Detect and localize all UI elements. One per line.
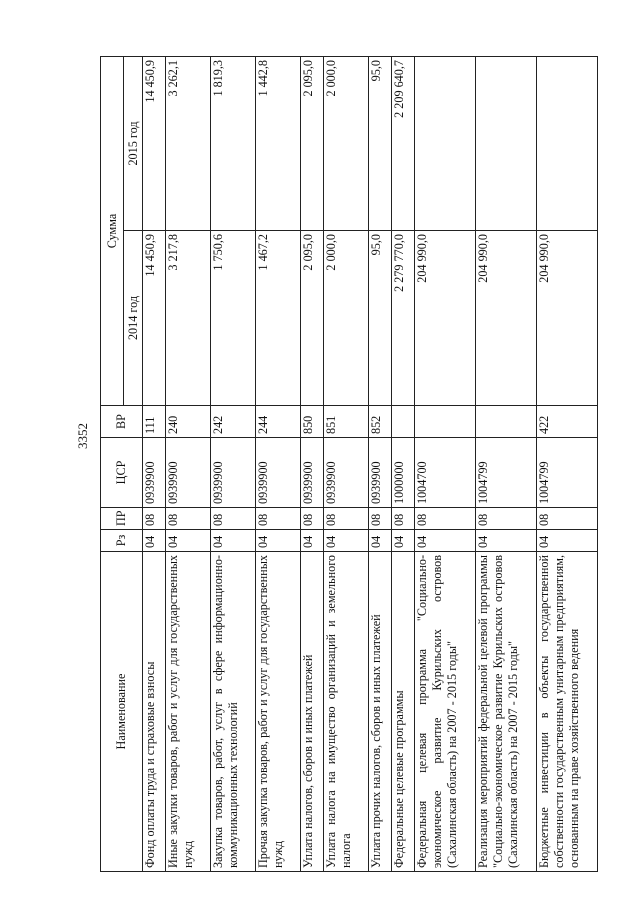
row-name: Уплата налога на имущество организаций и земельного налога — [324, 552, 369, 872]
row-sum-2015: 1 442,8 — [256, 56, 301, 230]
row-pr: 08 — [415, 508, 476, 530]
row-rz: 04 — [476, 530, 537, 552]
row-rz: 04 — [211, 530, 256, 552]
row-pr: 08 — [143, 508, 166, 530]
header-2015: 2015 год — [124, 56, 143, 230]
row-sum-2014: 2 279 770,0 — [392, 231, 415, 406]
row-csr: 1000000 — [392, 438, 415, 508]
row-sum-2014: 1 750,6 — [211, 231, 256, 406]
row-sum-2015: 2 000,0 — [324, 56, 369, 230]
row-pr: 08 — [369, 508, 392, 530]
row-vr: 850 — [301, 406, 324, 438]
row-sum-2015: 1 819,3 — [211, 56, 256, 230]
row-pr: 08 — [211, 508, 256, 530]
table-row — [392, 56, 415, 871]
row-pr: 08 — [166, 508, 211, 530]
table-row — [143, 56, 166, 871]
row-sum-2015 — [415, 56, 476, 230]
row-sum-2015: 3 262,1 — [166, 56, 211, 230]
row-vr: 240 — [166, 406, 211, 438]
row-sum-2015: 14 450,9 — [143, 56, 166, 230]
row-vr: 851 — [324, 406, 369, 438]
row-csr: 0939900 — [369, 438, 392, 508]
table-row — [415, 56, 476, 871]
row-name: Иные закупки товаров, работ и услуг для государственных нужд — [166, 552, 211, 872]
row-rz: 04 — [143, 530, 166, 552]
row-rz: 04 — [256, 530, 301, 552]
header-sum: Сумма — [101, 56, 124, 405]
row-name: Фонд оплаты труда и страховые взносы — [143, 552, 166, 872]
row-name: Уплата прочих налогов, сборов и иных платежей — [369, 552, 392, 872]
row-name: Федеральная целевая программа "Социально-экономическое развитие Курильских островов (Сахалинская область) на 2007 - 2015 годы" — [415, 552, 476, 872]
row-csr: 0939900 — [211, 438, 256, 508]
row-sum-2014: 2 000,0 — [324, 231, 369, 406]
row-sum-2015: 2 095,0 — [301, 56, 324, 230]
header-pr: ПР — [101, 508, 143, 530]
row-vr — [476, 406, 537, 438]
page-number: 3352 — [75, 423, 90, 449]
table-row — [369, 56, 392, 871]
row-rz: 04 — [301, 530, 324, 552]
row-pr: 08 — [324, 508, 369, 530]
row-csr: 0939900 — [324, 438, 369, 508]
row-pr: 08 — [301, 508, 324, 530]
row-rz: 04 — [369, 530, 392, 552]
header-row-top — [101, 56, 124, 871]
row-sum-2015: 2 209 640,7 — [392, 56, 415, 230]
row-sum-2015: 95,0 — [369, 56, 392, 230]
row-rz: 04 — [392, 530, 415, 552]
table-row — [256, 56, 301, 871]
row-name: Бюджетные инвестиции в объекты государственной собственности государственным унитарным предприятиям, основанным на праве хозяйственного ведения — [537, 552, 598, 872]
row-rz: 04 — [166, 530, 211, 552]
row-name: Уплата налогов, сборов и иных платежей — [301, 552, 324, 872]
row-sum-2014: 3 217,8 — [166, 231, 211, 406]
table-row — [211, 56, 256, 871]
row-sum-2015 — [537, 56, 598, 230]
row-csr: 1004799 — [476, 438, 537, 508]
row-sum-2014: 2 095,0 — [301, 231, 324, 406]
row-csr: 1004700 — [415, 438, 476, 508]
row-sum-2014: 204 990,0 — [537, 231, 598, 406]
row-rz: 04 — [415, 530, 476, 552]
table-row — [476, 56, 537, 871]
row-sum-2014: 14 450,9 — [143, 231, 166, 406]
row-vr: 422 — [537, 406, 598, 438]
row-pr: 08 — [537, 508, 598, 530]
row-name: Прочая закупка товаров, работ и услуг для государственных нужд — [256, 552, 301, 872]
header-2014: 2014 год — [124, 231, 143, 406]
row-pr: 08 — [476, 508, 537, 530]
row-sum-2015 — [476, 56, 537, 230]
row-csr: 0939900 — [166, 438, 211, 508]
table-row — [324, 56, 369, 871]
header-name: Наименование — [101, 552, 143, 872]
row-rz: 04 — [537, 530, 598, 552]
budget-table-sheet — [100, 57, 600, 872]
row-pr: 08 — [256, 508, 301, 530]
row-csr: 1004799 — [537, 438, 598, 508]
row-sum-2014: 204 990,0 — [415, 231, 476, 406]
table-row — [301, 56, 324, 871]
row-csr: 0939900 — [301, 438, 324, 508]
row-rz: 04 — [324, 530, 369, 552]
row-csr: 0939900 — [256, 438, 301, 508]
row-csr: 0939900 — [143, 438, 166, 508]
table-row — [166, 56, 211, 871]
row-vr: 852 — [369, 406, 392, 438]
table-row — [537, 56, 598, 871]
row-vr: 242 — [211, 406, 256, 438]
header-csr: ЦСР — [101, 438, 143, 508]
row-name: Федеральные целевые программы — [392, 552, 415, 872]
row-sum-2014: 204 990,0 — [476, 231, 537, 406]
row-vr: 111 — [143, 406, 166, 438]
header-rz: Рз — [101, 530, 143, 552]
header-vr: ВР — [101, 406, 143, 438]
row-vr: 244 — [256, 406, 301, 438]
row-name: Закупка товаров, работ, услуг в сфере информационно-коммуникационных технологий — [211, 552, 256, 872]
budget-table — [100, 56, 598, 872]
row-vr — [415, 406, 476, 438]
row-sum-2014: 1 467,2 — [256, 231, 301, 406]
row-sum-2014: 95,0 — [369, 231, 392, 406]
row-vr — [392, 406, 415, 438]
row-pr: 08 — [392, 508, 415, 530]
row-name: Реализация мероприятий федеральной целевой программы "Социально-экономическое развитие Курильских островов (Сахалинская область) на 2007 - 2015 годы" — [476, 552, 537, 872]
